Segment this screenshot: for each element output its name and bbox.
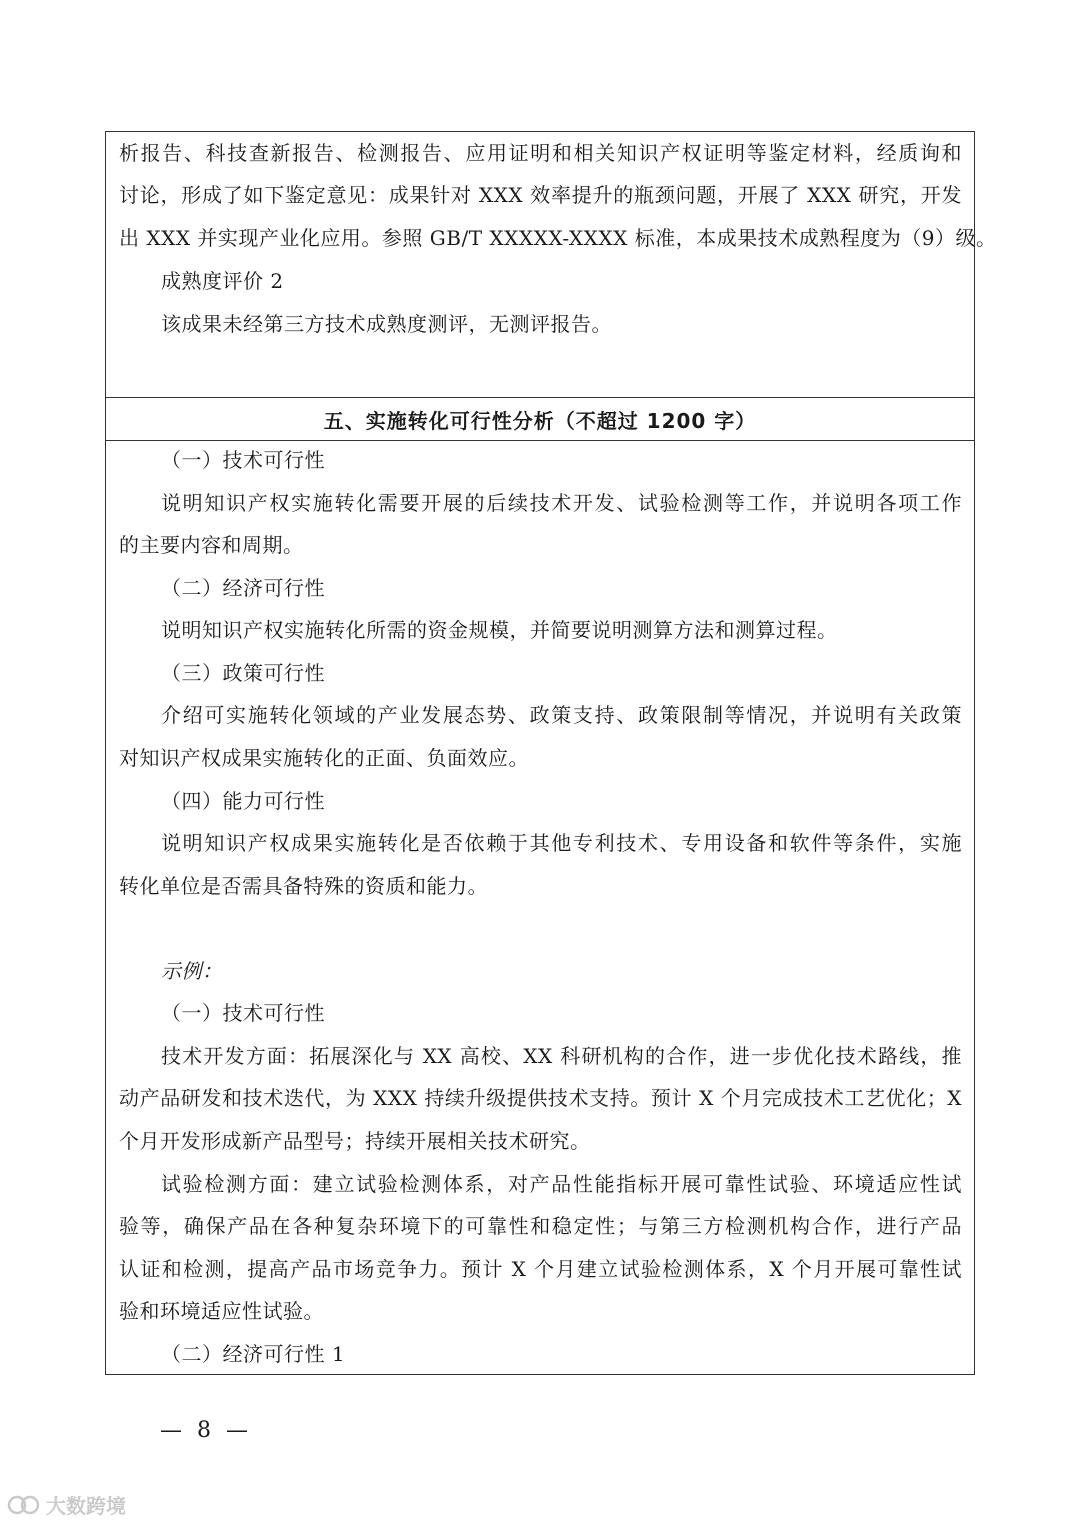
form-table [105,131,997,1375]
text-line: 讨论，形成了如下鉴定意见：成果针对 XXX 效率提升的瓶颈问题，开展了 XXX 研究，开发 [119,183,962,207]
text-line: 试验检测方面：建立试验检测体系，对产品性能指标开展可靠性试验、环境适应性试 [161,1172,962,1196]
table-divider [106,397,974,398]
subheading: （四）能力可行性 [161,789,325,813]
subheading: （三）政策可行性 [161,661,325,685]
subheading: （二）经济可行性 1 [161,1342,346,1366]
text-line: 说明知识产权实施转化需要开展的后续技术开发、试验检测等工作，并说明各项工作 [161,491,962,515]
text-line: 析报告、科技查新报告、检测报告、应用证明和相关知识产权证明等鉴定材料，经质询和 [119,141,962,165]
page-number: — 8 — [160,1418,252,1443]
maturity-evaluation-section [106,132,997,398]
text-line: 转化单位是否需具备特殊的资质和能力。 [119,874,488,898]
text-line: 说明知识产权成果实施转化是否依赖于其他专利技术、专用设备和软件等条件，实施 [161,831,962,855]
section-header: 五、实施转化可行性分析（不超过 1200 字） [323,409,757,433]
text-line: 动产品研发和技术迭代，为 XXX 持续升级提供技术支持。预计 X 个月完成技术工艺优化；X [119,1086,962,1110]
subheading: （一）技术可行性 [161,448,325,472]
watermark [6,1490,126,1519]
watermark-logo-icon [6,1494,42,1516]
text-line: 对知识产权成果实施转化的正面、负面效应。 [119,746,529,770]
subheading: （一）技术可行性 [161,1001,325,1025]
text-line: 该成果未经第三方技术成熟度测评，无测评报告。 [161,312,612,336]
feasibility-analysis-section [106,442,974,1374]
text-line: 个月开发形成新产品型号；持续开展相关技术研究。 [119,1129,591,1153]
text-line: 介绍可实施转化领域的产业发展态势、政策支持、政策限制等情况，并说明有关政策 [161,703,962,727]
text-line: 认证和检测，提高产品市场竞争力。预计 X 个月建立试验检测体系，X 个月开展可靠性试 [119,1257,962,1281]
text-line: 验等，确保产品在各种复杂环境下的可靠性和稳定性；与第三方检测机构合作，进行产品 [119,1214,962,1238]
text-line: 成熟度评价 2 [161,269,284,293]
text-line: 技术开发方面：拓展深化与 XX 高校、XX 科研机构的合作，进一步优化技术路线，推 [161,1044,962,1068]
text-line: 出 XXX 并实现产业化应用。参照 GB/T XXXXX-XXXX 标准，本成果技术成熟程度为（9）级。 [119,226,997,250]
table-divider [106,440,974,441]
text-line: 验和环境适应性试验。 [119,1299,324,1323]
text-line: 说明知识产权实施转化所需的资金规模，并简要说明测算方法和测算过程。 [161,618,838,642]
watermark-text: 大数跨境 [46,1494,126,1518]
text-line: 的主要内容和周期。 [119,533,304,557]
subheading: （二）经济可行性 [161,576,325,600]
example-label: 示例： [161,959,223,983]
